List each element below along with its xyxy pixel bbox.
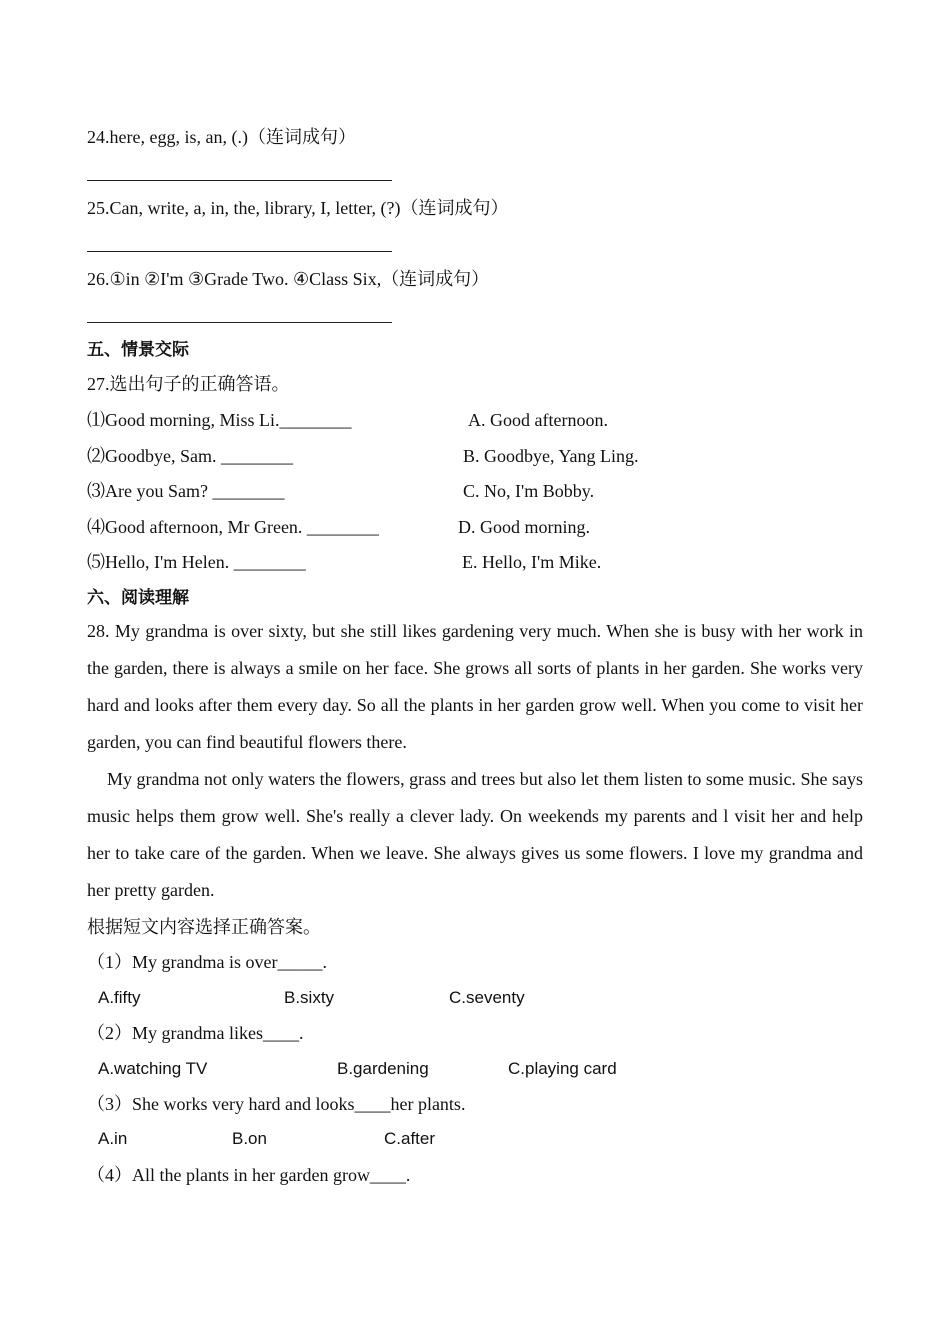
section-6-heading: 六、阅读理解 — [87, 588, 189, 608]
dialog-question-5: ⑸Hello, I'm Helen. ________ — [87, 552, 306, 572]
q2-option-b: B.gardening — [337, 1059, 429, 1078]
dialog-answer-a: A. Good afternoon. — [468, 410, 608, 430]
question-27: 27.选出句子的正确答语。 — [87, 374, 290, 394]
question-26: 26.①in ②I'm ③Grade Two. ④Class Six,（连词成句） — [87, 269, 490, 289]
q3-option-a: A.in — [98, 1129, 128, 1148]
q1-option-b: B.sixty — [284, 988, 335, 1007]
dialog-question-1: ⑴Good morning, Miss Li.________ — [87, 410, 352, 430]
reading-paragraph-2: My grandma not only waters the flowers, grass and trees but also let them listen to some music. She says music helps them grow well. She's really a clever lady. On weekends my parents and l visit her and help her to take care of the garden. When we leave. She always gives us some flowers. I love my grandma and her pretty garden. — [87, 769, 863, 900]
section-5-heading: 五、情景交际 — [87, 340, 189, 360]
dialog-question-2: ⑵Goodbye, Sam. ________ — [87, 446, 293, 466]
dialog-question-4: ⑷Good afternoon, Mr Green. ________ — [87, 517, 379, 537]
q1-option-a: A.fifty — [98, 988, 141, 1007]
reading-paragraph-1: 28. My grandma is over sixty, but she still likes gardening very much. When she is busy with her work in the garden, there is always a smile on her face. She grows all sorts of plants in her garden. She works very hard and looks after them every day. So all the plants in her garden grow well. When you come to visit her garden, you can find beautiful flowers there. — [87, 621, 863, 752]
reading-instruction: 根据短文内容选择正确答案。 — [87, 917, 321, 937]
reading-question-3: （3）She works very hard and looks____her plants. — [87, 1094, 466, 1114]
question-24: 24.here, egg, is, an, (.)（连词成句） — [87, 127, 356, 147]
reading-question-2: （2）My grandma likes____. — [87, 1023, 304, 1043]
q3-option-b: B.on — [232, 1129, 267, 1148]
dialog-answer-d: D. Good morning. — [458, 517, 590, 537]
q2-option-c: C.playing card — [508, 1059, 617, 1078]
q3-option-c: C.after — [384, 1129, 436, 1148]
dialog-question-3: ⑶Are you Sam? ________ — [87, 481, 285, 501]
answer-line-25 — [87, 251, 392, 252]
q1-option-c: C.seventy — [449, 988, 525, 1007]
q2-option-a: A.watching TV — [98, 1059, 208, 1078]
reading-question-4: （4）All the plants in her garden grow____. — [87, 1165, 411, 1185]
answer-line-26 — [87, 322, 392, 323]
dialog-answer-b: B. Goodbye, Yang Ling. — [463, 446, 639, 466]
dialog-answer-e: E. Hello, I'm Mike. — [462, 552, 602, 572]
reading-question-1: （1）My grandma is over_____. — [87, 952, 327, 972]
dialog-answer-c: C. No, I'm Bobby. — [463, 481, 595, 501]
answer-line-24 — [87, 180, 392, 181]
question-25: 25.Can, write, a, in, the, library, I, letter, (?)（连词成句） — [87, 198, 509, 218]
